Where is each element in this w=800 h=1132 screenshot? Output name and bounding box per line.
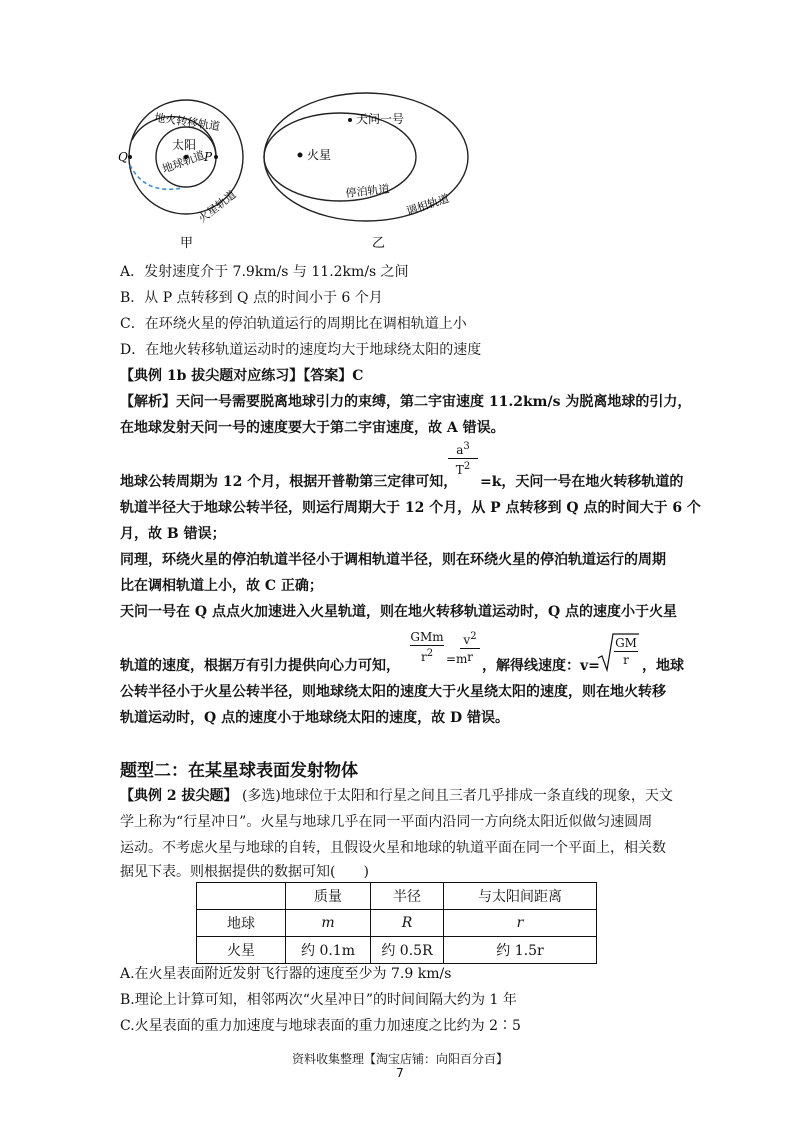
analysis-line-8: 天问一号在 Q 点点火加速进入火星轨道，则在地火转移轨道运动时，Q 点的速度小于火星 <box>120 604 678 620</box>
table-cell: 约 0.5R <box>371 937 444 964</box>
gravity-fraction <box>410 630 444 664</box>
centripetal-fraction <box>460 630 480 664</box>
analysis-line-9a: 轨道的速度，根据万有引力提供向心力可知， <box>120 658 400 674</box>
table-cell: 约 0.1m <box>286 937 371 964</box>
table-header-row <box>197 883 597 910</box>
problem-line-4: 据见下表。则根据提供的数据可知( ) <box>120 864 369 880</box>
problem-line-3: 运动。不考虑火星与地球的自转，且假设火星和地球的轨道平面在同一个平面上，相关数 <box>120 840 666 856</box>
point-p <box>214 155 218 159</box>
analysis-line-5: 月，故 B 错误； <box>120 526 226 542</box>
table-cell: 约 1.5r <box>444 937 597 964</box>
sqrt-den: r <box>623 653 629 667</box>
analysis-line-6: 同理，环绕火星的停泊轨道半径小于调相轨道半径，则在环绕火星的停泊轨道运行的周期 <box>120 552 666 568</box>
parking-orbit <box>264 113 416 201</box>
table-cell: 地球 <box>197 910 286 937</box>
problem-line-2: 学上称为“行星冲日”。火星与地球几乎在同一平面内沿同一方向绕太阳近似做匀速圆周 <box>120 814 653 830</box>
label-mars-orbit: 火星轨道 <box>195 188 239 226</box>
label-earth-orbit: 地球轨道 <box>160 148 207 176</box>
kepler-num: $a^3$ <box>456 441 470 457</box>
gravity-num: GMm <box>410 630 444 644</box>
analysis-line-10: 公转半径小于火星公转半径，则地球绕太阳的速度大于火星绕太阳的速度，则在地火转移 <box>120 684 666 700</box>
analysis-line-3a: 地球公转周期为 12 个月，根据开普勒第三定律可知， <box>120 474 458 490</box>
analysis-line-4: 轨道半径大于地球公转半径，则运行周期大于 12 个月，从 P 点转移到 Q 点的时间大于 6 个 <box>120 500 701 516</box>
option2-c: C.火星表面的重力加速度与地球表面的重力加速度之比约为 2∶5 <box>120 1018 521 1034</box>
figure-left <box>118 100 243 251</box>
option2-b: B.理论上计算可知，相邻两次“火星冲日”的时间间隔大约为 1 年 <box>120 992 517 1008</box>
point-q <box>128 155 132 159</box>
footer-source: 资料收集整理【淘宝店铺：向阳百分百】 <box>291 1052 508 1066</box>
probe-dot <box>348 118 352 122</box>
kepler-den: $T^2$ <box>455 461 471 477</box>
problem-line-1 <box>120 786 673 806</box>
centripetal-num: $v^2$ <box>463 631 477 647</box>
kepler-fraction <box>448 440 478 477</box>
label-phasing-orbit: 调相轨道 <box>404 191 451 218</box>
analysis-line-9c: ，地球 <box>642 658 684 674</box>
table-cell: r <box>444 910 597 937</box>
label-q: Q <box>118 150 128 164</box>
orbit-figure <box>110 85 510 255</box>
label-parking-orbit: 停泊轨道 <box>344 182 391 200</box>
table-row <box>197 910 597 937</box>
caption-left: 甲 <box>180 236 194 251</box>
option-d: D．在地火转移轨道运动时的速度均大于地球绕太阳的速度 <box>120 342 482 358</box>
table-cell: 火星 <box>197 937 286 964</box>
option-c: C．在环绕火星的停泊轨道运行的周期比在调相轨道上小 <box>120 316 467 332</box>
label-transfer-orbit: 地火转移轨道 <box>153 111 221 134</box>
caption-right: 乙 <box>372 236 386 251</box>
analysis-line-1: 【解析】天问一号需要脱离地球引力的束缚，第二宇宙速度 11.2km/s 为脱离地球的引力， <box>120 394 692 410</box>
data-table <box>196 882 597 964</box>
label-p: P <box>204 150 213 164</box>
sqrt-fraction <box>614 636 638 667</box>
table-header-cell: 与太阳间距离 <box>444 883 597 910</box>
sqrt-num: GM <box>615 636 637 650</box>
figure-right <box>264 93 468 251</box>
option-b: B．从 P 点转移到 Q 点的时间小于 6 个月 <box>120 290 383 306</box>
analysis-line-3b: =k，天问一号在地火转移轨道的 <box>480 474 684 490</box>
table-header-cell: 质量 <box>286 883 371 910</box>
equals-m: =m <box>446 652 468 666</box>
table-header-cell <box>197 883 286 910</box>
table-header-cell: 半径 <box>371 883 444 910</box>
option2-a: A.在火星表面附近发射飞行器的速度至少为 7.9 km/s <box>120 966 452 982</box>
centripetal-den: r <box>467 650 473 664</box>
problem-tag: 【典例 2 拔尖题】 <box>120 788 238 804</box>
section-title: 题型二：在某星球表面发射物体 <box>120 761 358 781</box>
analysis-line-11: 轨道运动时，Q 点的速度小于地球绕太阳的速度，故 D 错误。 <box>120 710 509 726</box>
table-row <box>197 937 597 964</box>
option-a: A．发射速度介于 7.9km/s 与 11.2km/s 之间 <box>120 264 409 280</box>
analysis-line-9b: ，解得线速度：v= <box>482 658 600 674</box>
page-number: 7 <box>396 1066 404 1080</box>
mars-dot <box>298 153 303 158</box>
analysis-line-7: 比在调相轨道上小，故 C 正确； <box>120 578 323 594</box>
label-sun: 太阳 <box>172 138 197 152</box>
answer-line: 【典例 1b 拔尖题对应练习】【答案】C <box>120 368 364 384</box>
table-cell: m <box>286 910 371 937</box>
gravity-den: $r^2$ <box>420 648 434 664</box>
problem-text-1: (多选)地球位于太阳和行星之间且三者几乎排成一条直线的现象，天文 <box>241 788 673 804</box>
table-cell: R <box>371 910 444 937</box>
label-probe: 天问一号 <box>356 112 405 126</box>
label-mars: 火星 <box>307 148 332 162</box>
analysis-line-2: 在地球发射天问一号的速度要大于第二宇宙速度，故 A 错误。 <box>120 420 505 436</box>
